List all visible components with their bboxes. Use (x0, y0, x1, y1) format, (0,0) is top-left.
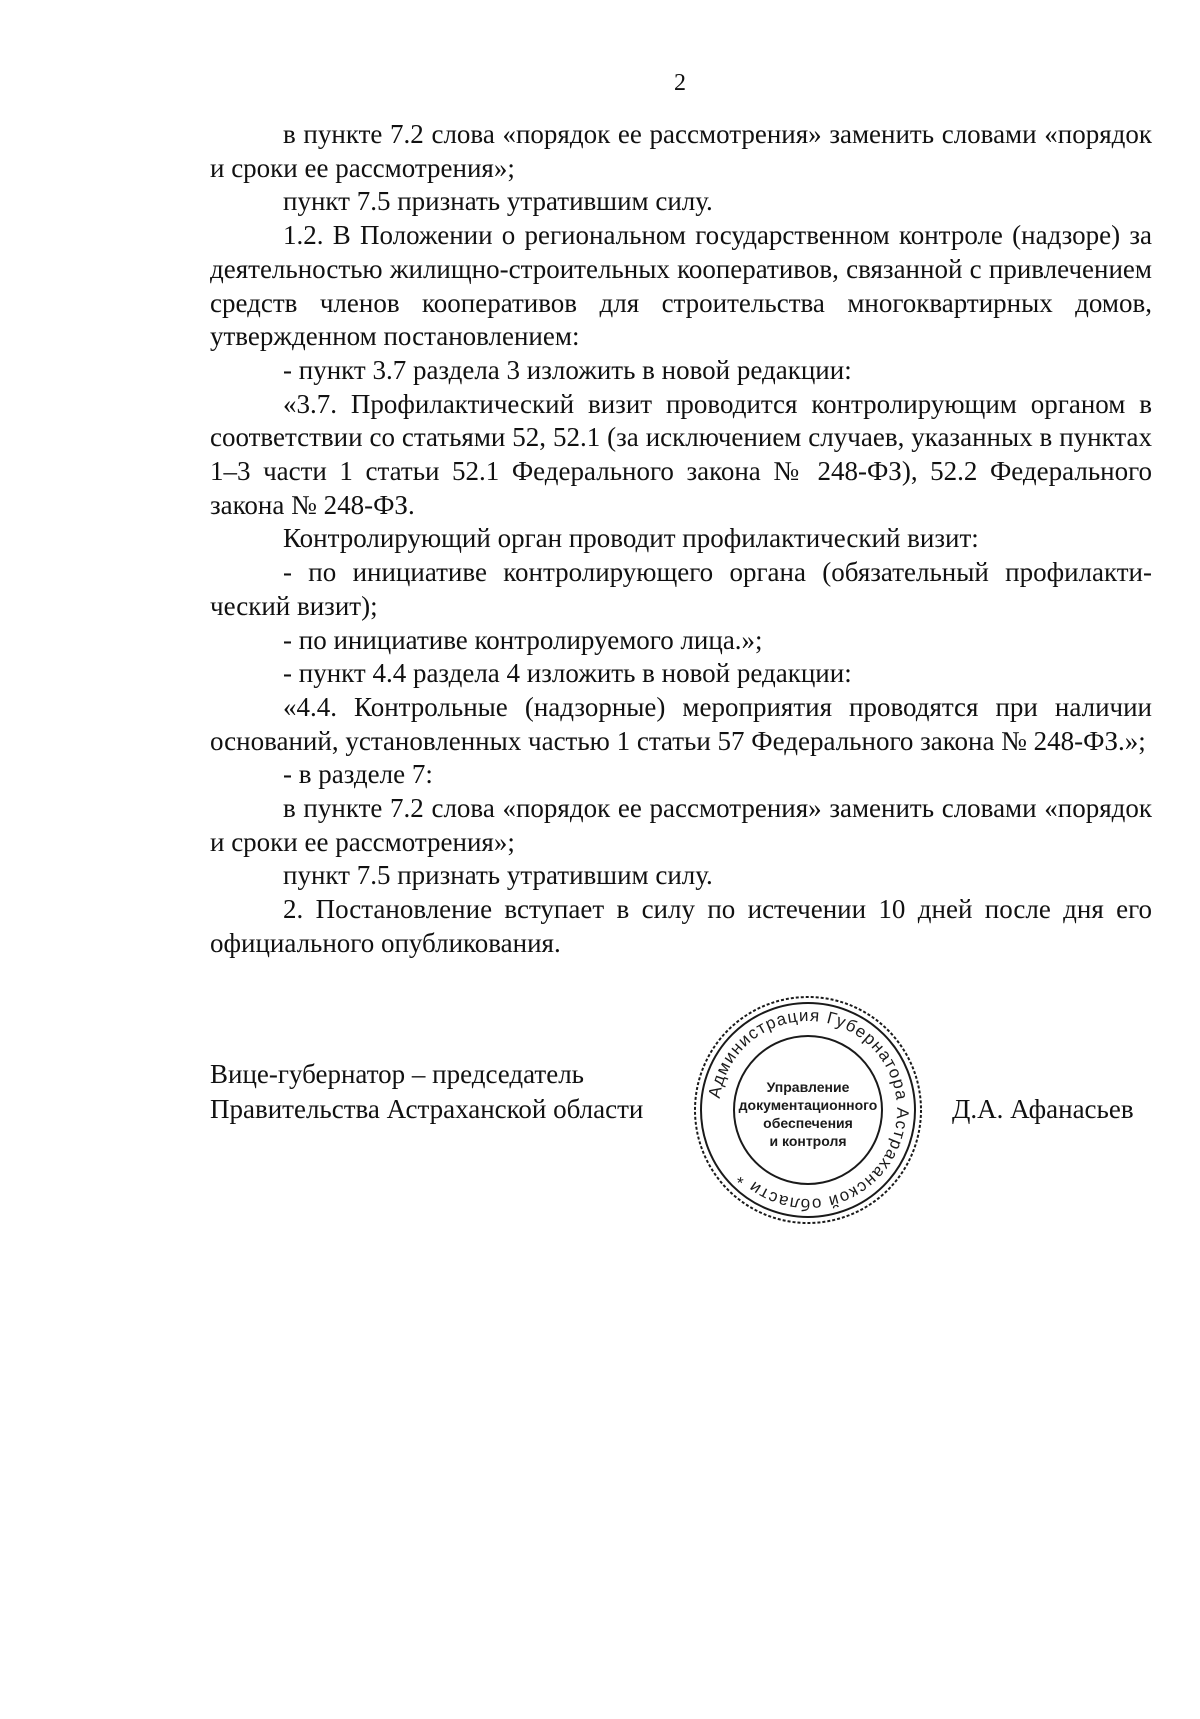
paragraph: - по инициативе контролирующего органа (обязательный профилактический визит); (210, 557, 1152, 621)
signatory-name: Д.А. Афанасьев (952, 1094, 1134, 1124)
seal-ring-text: Администрация Губернатора Астраханской области * (704, 1005, 913, 1215)
signatory-title (210, 1057, 643, 1127)
seal-graphic (690, 992, 926, 1228)
paragraph: 1.2. В Положении о региональном государственном контроле (надзоре) за деятельностью жилищно-строительных кооперативов, связанной с привлечением средств членов кооперативов для строительства многоквартирных домов, утвержденном постановлением: (210, 220, 1152, 352)
signatory-title-line: Правительства Астраханской области (210, 1094, 644, 1124)
paragraph: «4.4. Контрольные (надзорные) мероприятия проводятся при наличии оснований, установленных частью 1 статьи 57 Федерального закона № 248-ФЗ.»; (210, 691, 1152, 756)
seal-center-line: обеспечения (763, 1115, 853, 1131)
paragraph: пункт 7.5 признать утратившим силу. (283, 860, 713, 891)
page-number: 2 (674, 70, 686, 96)
paragraph: в пункте 7.2 слова «порядок ее рассмотрения» заменить словами «порядок и сроки ее рассмотрения»; (210, 119, 1152, 183)
paragraph: пункт 7.5 признать утратившим силу. (283, 186, 713, 217)
seal-center-line: документационного (738, 1097, 878, 1113)
paragraph: - по инициативе контролируемого лица.»; (283, 624, 763, 655)
paragraph: - пункт 4.4 раздела 4 изложить в новой редакции: (283, 658, 852, 689)
signatory-title-line: Вице-губернатор – председатель (210, 1059, 584, 1089)
official-seal (690, 992, 926, 1228)
paragraph: - пункт 3.7 раздела 3 изложить в новой редакции: (283, 354, 852, 385)
paragraph: «3.7. Профилактический визит проводится контролирующим органом в соответствии со статьями 52, 52.1 (за исключением случаев, указанных в пунктах 1–3 части 1 статьи 52.1 Федерального закона № 248-ФЗ), 52.2 Федерального закона № 248-ФЗ. (210, 388, 1152, 520)
seal-center-line: Управление (766, 1079, 850, 1095)
paragraph: Контролирующий орган проводит профилактический визит: (283, 523, 979, 554)
seal-center-line: и контроля (769, 1133, 847, 1149)
document-body (210, 118, 1152, 961)
paragraph: 2. Постановление вступает в силу по истечении 10 дней после дня его официального опубликования. (210, 894, 1152, 958)
paragraph: - в разделе 7: (283, 759, 433, 790)
paragraph: в пункте 7.2 слова «порядок ее рассмотрения» заменить словами «порядок и сроки ее рассмотрения»; (210, 793, 1152, 857)
